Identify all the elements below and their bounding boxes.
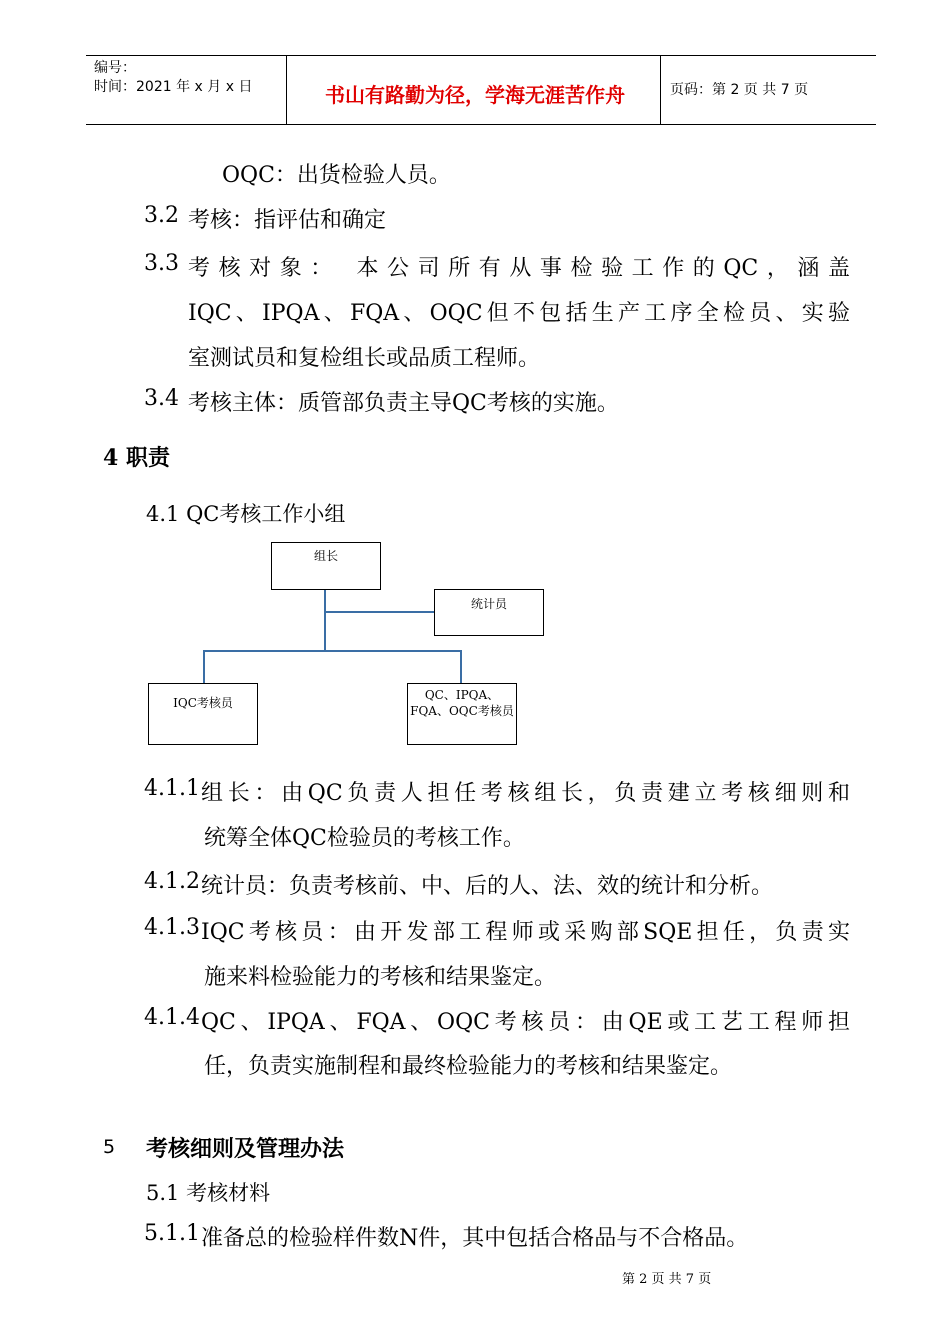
section-3-3-number: 3.3 bbox=[144, 251, 179, 276]
section-4-1-4-line-1: QC、IPQA、FQA、OQC考核员：由QE或工艺工程师担 bbox=[201, 1010, 850, 1035]
org-box-others bbox=[407, 683, 517, 745]
section-3-4-number: 3.4 bbox=[144, 386, 179, 411]
doc-number-label: 编号： bbox=[94, 60, 136, 76]
connector-others bbox=[460, 650, 462, 683]
page-header bbox=[86, 55, 876, 125]
header-page-label: 页码：第 2 页 共 7 页 bbox=[670, 82, 809, 98]
org-box-iqc-label: IQC考核员 bbox=[173, 696, 233, 710]
connector-statistician bbox=[324, 611, 434, 613]
section-4-1-4-line-2: 任，负责实施制程和最终检验能力的考核和结果鉴定。 bbox=[204, 1054, 733, 1079]
section-5-1-title: 5.1 考核材料 bbox=[146, 1181, 271, 1205]
section-4-1-title: 4.1 QC考核工作小组 bbox=[146, 502, 346, 526]
section-4-1-1-line-1: 组长：由QC负责人担任考核组长，负责建立考核细则和 bbox=[201, 781, 850, 806]
section-3-3-line-3: 室测试员和复检组长或品质工程师。 bbox=[188, 346, 541, 371]
section-3-2-number: 3.2 bbox=[144, 203, 179, 228]
section-4-1-3-line-1: IQC考核员：由开发部工程师或采购部SQE担任，负责实 bbox=[201, 920, 850, 945]
section-4-1-2-text: 统计员：负责考核前、中、后的人、法、效的统计和分析。 bbox=[201, 874, 774, 899]
section-3-3-line-1: 考核对象： 本公司所有从事检验工作的QC，涵盖 bbox=[188, 256, 850, 281]
connector-leader-down bbox=[324, 589, 326, 650]
section-3-3-line-2: IQC、IPQA、FQA、OQC但不包括生产工序全检员、实验 bbox=[188, 301, 850, 326]
header-motto: 书山有路勤为径，学海无涯苦作舟 bbox=[325, 83, 625, 107]
heading-5-number: 5 bbox=[103, 1136, 116, 1158]
section-5-1-1-number: 5.1.1 bbox=[144, 1221, 200, 1246]
org-box-leader-label: 组长 bbox=[313, 549, 338, 563]
connector-iqc bbox=[203, 650, 205, 683]
section-3-4-text: 考核主体：质管部负责主导QC考核的实施。 bbox=[188, 391, 619, 416]
org-box-others-label-1: QC、IPQA、 bbox=[424, 688, 500, 702]
section-4-1-3-line-2: 施来料检验能力的考核和结果鉴定。 bbox=[204, 965, 557, 990]
section-4-1-4-number: 4.1.4 bbox=[144, 1005, 200, 1030]
org-box-iqc bbox=[148, 683, 258, 745]
page-footer: 第 2 页 共 7 页 bbox=[622, 1272, 712, 1287]
section-5-1-1-text: 准备总的检验样件数N件，其中包括合格品与不合格品。 bbox=[201, 1226, 749, 1251]
header-divider bbox=[660, 56, 661, 124]
heading-4-duties: 4 职责 bbox=[103, 445, 170, 471]
section-4-1-1-number: 4.1.1 bbox=[144, 776, 200, 801]
section-3-2-text: 考核：指评估和确定 bbox=[188, 208, 387, 233]
org-box-statistician-label: 统计员 bbox=[470, 597, 507, 611]
org-box-others-label-2: FQA、OQC考核员 bbox=[410, 704, 514, 718]
section-4-1-3-number: 4.1.3 bbox=[144, 915, 200, 940]
connector-horizontal bbox=[203, 650, 461, 652]
doc-time-label: 时间：2021 年 x 月 x 日 bbox=[94, 79, 253, 95]
section-4-1-2-number: 4.1.2 bbox=[144, 869, 200, 894]
org-box-leader bbox=[271, 542, 381, 590]
org-box-statistician bbox=[434, 589, 544, 636]
oqc-definition: OQC：出货检验人员。 bbox=[222, 163, 451, 188]
heading-5-title: 考核细则及管理办法 bbox=[146, 1136, 345, 1162]
section-4-1-1-line-2: 统筹全体QC检验员的考核工作。 bbox=[204, 826, 525, 851]
